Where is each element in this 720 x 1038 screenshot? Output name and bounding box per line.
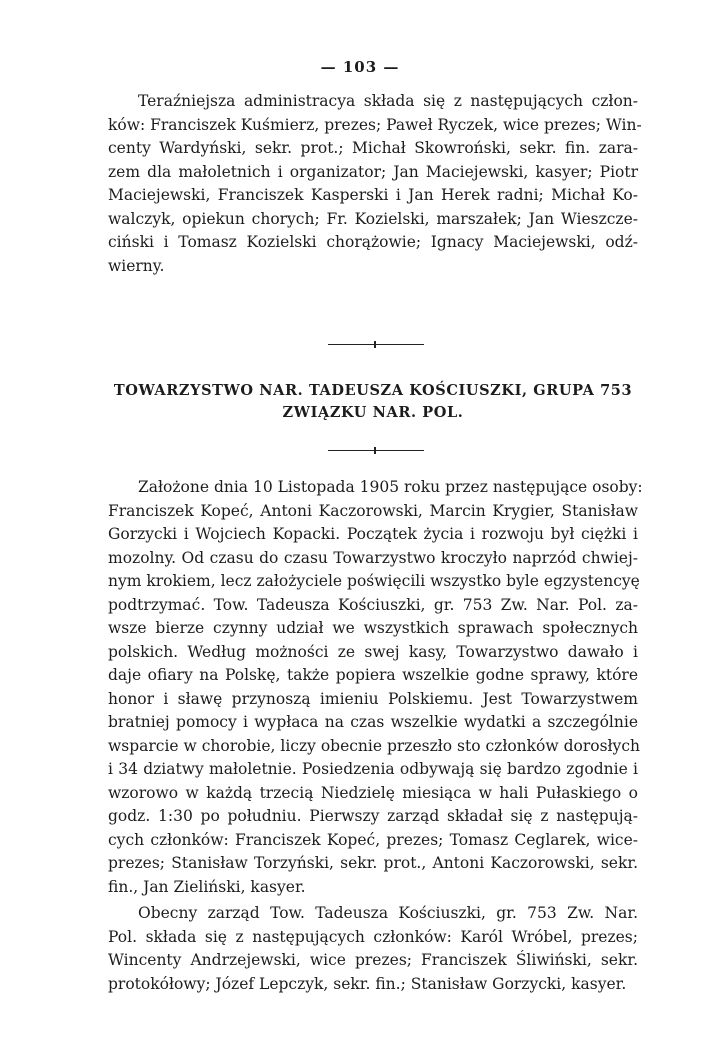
text-line: Założone dnia 10 Listopada 1905 roku przez następujące osoby: xyxy=(138,478,643,496)
text-line: bratniej pomocy i wypłaca na czas wszelkie wydatki a szczególnie xyxy=(108,713,638,731)
text-line: Maciejewski, Franciszek Kasperski i Jan Herek radni; Michał Ko- xyxy=(108,186,638,204)
text-line: wsparcie w chorobie, liczy obecnie przeszło sto członków dorosłych xyxy=(108,736,640,755)
text-line: Wincenty Andrzejewski, wice prezes; Franciszek Śliwiński, sekr. xyxy=(108,951,638,969)
intro-paragraph xyxy=(108,90,642,278)
text-line: podtrzymać. Tow. Tadeusza Kościuszki, gr. 753 Zw. Nar. Pol. za- xyxy=(108,595,638,614)
text-line: protokółowy; Józef Lepczyk, sekr. fin.; Stanisław Gorzycki, kasyer. xyxy=(108,974,627,993)
text-line: Obecny zarząd Tow. Tadeusza Kościuszki, gr. 753 Zw. Nar. xyxy=(138,904,638,922)
board-paragraph xyxy=(108,902,638,996)
text-line: wzorowo w każdą trzecią Niedzielę miesiąca w hali Pułaskiego o xyxy=(108,783,638,802)
text-line: ciński i Tomasz Kozielski chorążowie; Ignacy Maciejewski, odź- xyxy=(108,233,638,251)
page-number: — 103 — xyxy=(320,58,400,76)
text-line: godz. 1:30 po południu. Pierwszy zarząd składał się z następują- xyxy=(108,807,638,825)
text-line: walczyk, opiekun chorych; Fr. Kozielski, marszałek; Jan Wieszcze- xyxy=(108,209,638,228)
text-line: polskich. Według możności ze swej kasy, Towarzystwo dawało i xyxy=(108,642,638,661)
section-divider-top xyxy=(328,344,424,345)
text-line: zem dla małoletnich i organizator; Jan Maciejewski, kasyer; Piotr xyxy=(108,162,638,181)
text-line: Franciszek Kopeć, Antoni Kaczorowski, Marcin Krygier, Stanisław xyxy=(108,501,638,520)
section-divider-bottom xyxy=(328,450,424,451)
text-line: i 34 dziatwy małoletnie. Posiedzenia odbywają się bardzo zgodnie i xyxy=(108,760,638,778)
text-line: nym krokiem, lecz założyciele poświęcili wszystko byle egzystencyę xyxy=(108,572,640,590)
text-line: daje ofiary na Polskę, także popiera wszelkie godne sprawy, które xyxy=(108,666,638,684)
text-line: Teraźniejsza administracya składa się z następujących człon- xyxy=(138,92,638,110)
section-title-line: ZWIĄZKU NAR. POL. xyxy=(282,404,464,421)
text-line: cych członków: Franciszek Kopeć, prezes; Tomasz Ceglarek, wice- xyxy=(108,830,638,849)
text-line: Gorzycki i Wojciech Kopacki. Początek życia i rozwoju był ciężki i xyxy=(108,525,638,543)
text-line: fin., Jan Zieliński, kasyer. xyxy=(108,877,306,896)
text-line: Pol. składa się z następujących członków: Karól Wróbel, prezes; xyxy=(108,927,638,946)
text-line: prezes; Stanisław Torzyński, sekr. prot., Antoni Kaczorowski, sekr. xyxy=(108,854,638,872)
text-line: ków: Franciszek Kuśmierz, prezes; Paweł Ryczek, wice prezes; Win- xyxy=(108,115,642,134)
text-line: wsze bierze czynny udział we wszystkich sprawach społecznych xyxy=(108,619,638,637)
history-paragraph xyxy=(108,476,643,899)
text-line: wierny. xyxy=(108,256,165,275)
section-title-line: TOWARZYSTWO NAR. TADEUSZA KOŚCIUSZKI, GRUPA 753 xyxy=(113,382,633,399)
text-line: centy Wardyński, sekr. prot.; Michał Skowroński, sekr. fin. zara- xyxy=(108,139,638,157)
section-title xyxy=(108,380,638,424)
text-line: honor i sławę przynoszą imieniu Polskiemu. Jest Towarzystwem xyxy=(108,689,638,708)
text-line: mozolny. Od czasu do czasu Towarzystwo kroczyło naprzód chwiej- xyxy=(108,548,638,567)
